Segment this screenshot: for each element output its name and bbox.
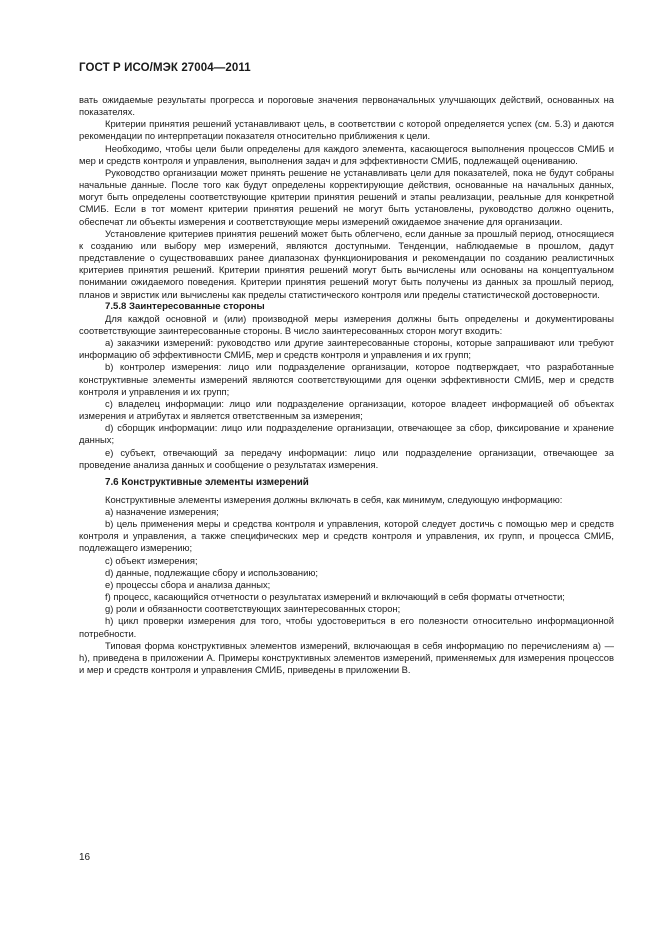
list-item: а) назначение измерения; — [105, 506, 219, 517]
list-item: d) сборщик информации: лицо или подразделение организации, отвечающее за сбор, фиксирование и хранение данных; — [79, 422, 614, 446]
subsection-heading: 7.5.8 Заинтересованные стороны — [105, 300, 265, 312]
paragraph: Конструктивные элементы измерения должны включать в себя, как минимум, следующую информацию: — [105, 493, 563, 505]
list-item: с) объект измерения; — [105, 554, 198, 566]
body-bottom — [79, 494, 614, 676]
document-header: ГОСТ Р ИСО/МЭК 27004—2011 — [79, 62, 251, 74]
paragraph: Для каждой основной и (или) производной меры измерения должны быть определены и документированы соответствующие заинтересованные стороны. В число заинтересованных сторон могут входить: — [79, 312, 614, 336]
paragraph: Критерии принятия решений устанавливают цель, в соответствии с которой определяется успех (см. 5.3) и даются рекомендации по интерпретации показателя относительно приближения к цели. — [79, 118, 614, 142]
list-item: g) роли и обязанности соответствующих заинтересованных сторон; — [105, 603, 401, 615]
page-number: 16 — [79, 852, 91, 863]
body-top — [79, 94, 614, 301]
list-item: с) владелец информации: лицо или подразделение организации, которое владеет информацией об объектах измерения и атрибутах и является ответственным за измерения; — [79, 397, 614, 422]
body-mid — [79, 313, 614, 471]
list-item: f) процесс, касающийся отчетности о результатах измерений и включающий в себя форматы отчетности; — [105, 591, 565, 603]
list-item: d) данные, подлежащие сбору и использованию; — [105, 566, 318, 578]
list-item: b) цель применения меры и средства контроля и управления, которой следует достичь с помощью мер и средств контроля и управления, а также специфических мер и средств контроля и управления, их групп, и процесса СМИБ, подлежащего измерению; — [79, 518, 614, 554]
list-item: h) цикл проверки измерения для того, чтобы удостовериться в его полезности относительно информационной потребности. — [79, 615, 614, 639]
section-heading: 7.6 Конструктивные элементы измерений — [105, 476, 309, 488]
list-item: b) контролер измерения: лицо или подразделение организации, которое подтверждает, что разработанные конструктивные элементы измерений являются соответствующими для оценки эффективности СМИБ, мер и средств контроля и управления и их групп; — [79, 361, 614, 397]
paragraph: Установление критериев принятия решений может быть облегчено, если данные за прошлый период, относящиеся к созданию или выбору мер измерений, являются доступными. Тенденции, наблюдаемые в прошлом, дадут представление о существовавших ранее диапазонах функционирования и рекомендации по созданию реалистичных критериев принятия решений. Критерии принятия решений могут быть вычислены или основаны на концептуальном понимании ожидаемого поведения. Критерии принятия решений могут быть получены из данных за прошлый период, планов и эвристик или вычислены как пределы статистического контроля или пределы статистической достоверности. — [79, 227, 614, 300]
list-item: а) заказчики измерений: руководство или другие заинтересованные стороны, которые запрашивают или требуют информацию об эффективности СМИБ, мер и средств контроля и управления и их групп; — [79, 337, 614, 361]
paragraph: вать ожидаемые результаты прогресса и пороговые значения первоначальных улучшающих действий, основанных на показателях. — [79, 94, 614, 118]
paragraph: Типовая форма конструктивных элементов измерений, включающая в себя информацию по перечислениям а) — h), приведена в приложении А. Примеры конструктивных элементов измерений, применяемых для измерения процессов и мер и средств контроля и управления СМИБ, приведены в приложении В. — [79, 639, 614, 676]
list-item: е) процессы сбора и анализа данных; — [105, 578, 271, 590]
paragraph: Руководство организации может принять решение не устанавливать цели для показателей, пока не будут собраны начальные данные. После того как будут определены корректирующие действия, основанные на начальных данных, могут быть определены соответствующие критерии принятия решений и этапы реализации, реальные для конкретной СМИБ. Если в тот момент критерии принятия решений не могут быть установлены, руководство должно оценить, обеспечат ли объекты измерения и соответствующие меры измерений ожидаемое значение для организации. — [79, 166, 614, 227]
document-page — [79, 62, 614, 676]
paragraph: Необходимо, чтобы цели были определены для каждого элемента, касающегося выполнения процессов СМИБ и мер и средств контроля и управления, выполнения задач и для эффективности СМИБ, подлежащей оцениванию. — [79, 142, 614, 166]
list-item: е) субъект, отвечающий за передачу информации: лицо или подразделение организации, отвечающее за проведение анализа данных и сообщение о результатах измерения. — [79, 446, 614, 470]
